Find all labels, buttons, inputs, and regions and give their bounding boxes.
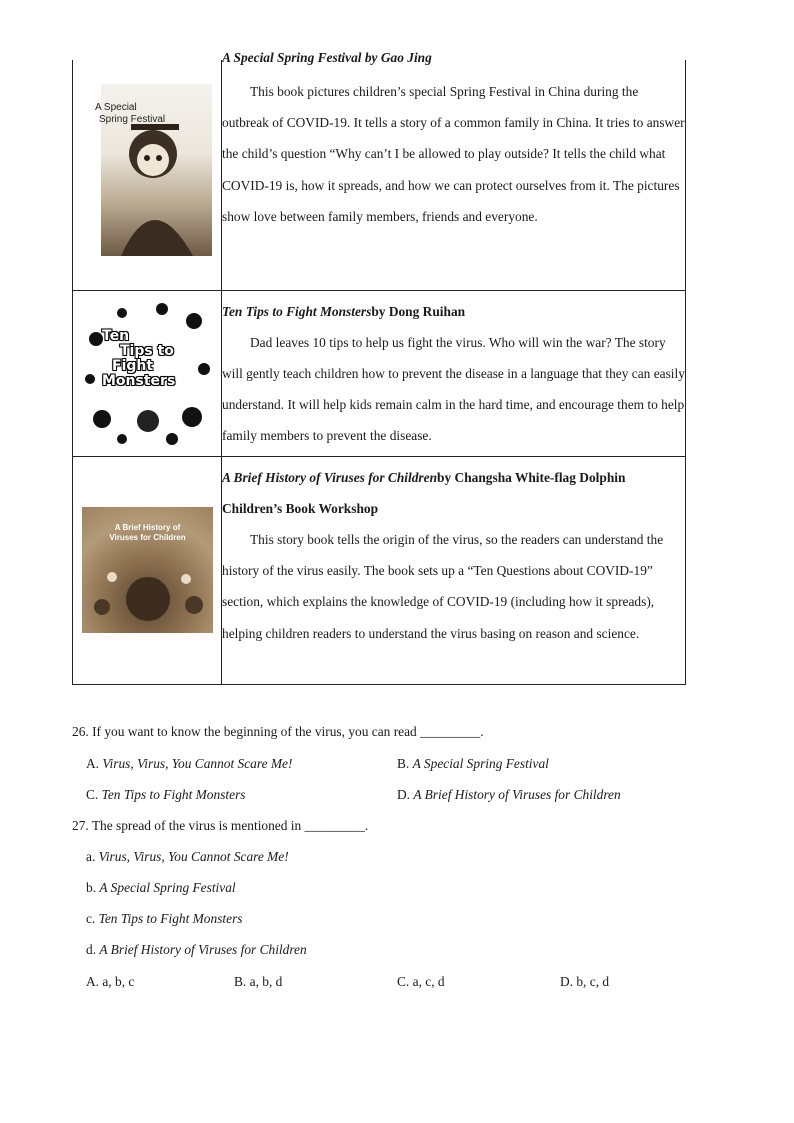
book-description: This book pictures children’s special Spring Festival in China during the outbreak of COVID-19. It tells a story of a common family in China. It tries to answer the child’s question “Why can’t I be allowed to play outside? It tells the child what COVID-19 is, how it spreads, and how we can protect ourselves from it. The pictures show love between family members, friends and everyone. [222, 84, 685, 224]
cover-title: A Special [95, 102, 137, 113]
option-b[interactable]: B. A Special Spring Festival [397, 756, 549, 771]
book-description: Dad leaves 10 tips to help us fight the virus. Who will win the war? The story will gently teach children how to prevent the disease in a language that they can easily understand. It will help kids remain calm in the hard time, and encourage them to help family members to prevent the disease. [222, 334, 685, 444]
book-row [73, 290, 686, 456]
book-title: Ten Tips to Fight Monstersby Dong Ruihan [222, 303, 466, 319]
cover-cell [73, 290, 222, 456]
book-title-cut: A Special Spring Festival by Gao Jing [222, 50, 432, 65]
cover-title: A Brief History of Viruses for Children [109, 522, 186, 542]
option-a[interactable]: A. Virus, Virus, You Cannot Scare Me! [86, 756, 293, 771]
book-table [72, 50, 686, 685]
option-c[interactable]: C. a, c, d [397, 974, 445, 989]
option-a[interactable]: A. a, b, c [86, 974, 135, 989]
book-author: Children’s Book Workshop [222, 500, 379, 516]
book-description-cell [222, 456, 686, 684]
book-cover-image [82, 299, 213, 449]
list-item: a. Virus, Virus, You Cannot Scare Me! [86, 849, 289, 864]
book-description-cell [222, 50, 686, 290]
question-27-stem: 27. The spread of the virus is mentioned in _________. [72, 818, 369, 833]
option-d[interactable]: D. A Brief History of Viruses for Children [397, 787, 621, 802]
list-item: b. A Special Spring Festival [86, 880, 236, 895]
book-cover-image [95, 84, 212, 256]
cover-title: Spring Festival [99, 114, 166, 125]
book-description-cell [222, 290, 686, 456]
cover-cell [73, 60, 222, 290]
book-cover-image [82, 507, 213, 633]
list-item: d. A Brief History of Viruses for Children [86, 942, 307, 957]
option-d[interactable]: D. b, c, d [560, 974, 610, 989]
cover-cell [73, 456, 222, 684]
book-description: This story book tells the origin of the virus, so the readers can understand the history of the virus easily. The book sets up a “Ten Questions about COVID-19” section, which explains the knowledge of COVID-19 (including how it spreads), helping children readers to understand the virus basing on reason and science. [222, 531, 664, 641]
option-b[interactable]: B. a, b, d [234, 974, 283, 989]
option-c[interactable]: C. Ten Tips to Fight Monsters [86, 787, 246, 802]
book-title: A Brief History of Viruses for Childrenby Changsha White-flag Dolphin [222, 469, 626, 485]
question-26-stem: 26. If you want to know the beginning of the virus, you can read _________. [72, 724, 484, 739]
list-item: c. Ten Tips to Fight Monsters [86, 911, 243, 926]
book-row [73, 456, 686, 684]
book-row [73, 60, 686, 290]
cover-title: Ten Tips to Fight Monsters [102, 327, 176, 389]
